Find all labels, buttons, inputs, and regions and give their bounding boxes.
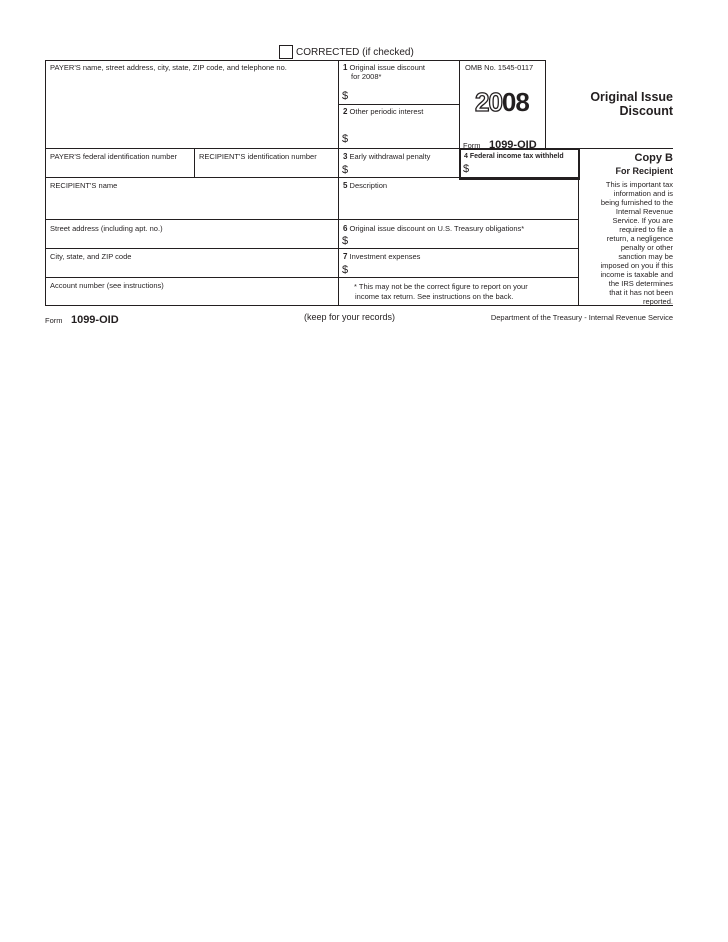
copy-sub: For Recipient [615,166,673,176]
box7-amount-field[interactable] [352,263,576,276]
tax-year-bold: 08 [501,87,529,117]
account-label: Account number (see instructions) [50,281,164,290]
tax-year [475,88,529,116]
box7-number: 7 [343,252,348,261]
box4-dollar: $ [463,163,470,175]
recipient-notice-line: sanction may be [618,252,673,261]
box6-number: 6 [343,224,348,233]
box5-label-text: Description [349,181,388,190]
box1-number: 1 [343,63,348,72]
department-line: Department of the Treasury - Internal Revenue Service [490,313,673,322]
divider-payer-recipient [194,148,195,177]
form-title-line1: Original Issue [590,90,673,104]
line-box6-top [338,219,578,220]
city-field[interactable] [47,262,336,276]
box3-label [343,152,430,161]
recipient-notice-line: Internal Revenue [615,207,673,216]
city-label: City, state, and ZIP code [50,252,132,261]
box1-dollar: $ [342,90,349,102]
box6-dollar: $ [342,235,349,247]
recipient-notice-line: Service. If you are [612,216,673,225]
copy-label: Copy B [634,152,673,164]
line-street-top [45,219,338,220]
form-title-line2: Discount [619,104,673,118]
recipient-id-label: RECIPIENT'S identification number [199,152,317,161]
box7-label-text: Investment expenses [349,252,421,261]
box6-amount-field[interactable] [352,234,576,247]
box5-label [343,181,387,190]
omb-number: OMB No. 1545-0117 [465,63,534,72]
box6-label [343,224,524,233]
recipient-notice-line: penalty or other [620,243,673,252]
form-bottom-border [45,305,673,306]
box3-label-text: Early withdrawal penalty [349,152,431,161]
form-title [560,90,673,118]
box4-amount-field[interactable] [473,162,573,175]
payer-name-label: PAYER'S name, street address, city, state, ZIP code, and telephone no. [50,63,287,72]
box7-dollar: $ [342,264,349,276]
recipient-notice-line: return, a negligence [606,234,673,243]
recipient-notice-line: that it has not been [609,288,673,297]
divider-omb-right [545,60,546,148]
street-field[interactable] [47,234,336,247]
corrected-label: CORRECTED (if checked) [296,47,414,58]
box3-number: 3 [343,152,348,161]
box2-label-text: Other periodic interest [349,107,424,116]
box2-amount-field[interactable] [352,131,456,146]
recipient-notice-line: This is important tax [605,180,673,189]
box3-amount-field[interactable] [352,163,456,176]
recipient-notice [582,180,673,306]
box1-label-line2: for 2008* [351,72,382,81]
box4-label-text: Federal income tax withheld [469,153,564,160]
box1-amount-field[interactable] [352,88,456,102]
line-city-top [45,248,578,249]
footer-form-line [45,310,119,328]
line-account-top [45,277,578,278]
box1-label-line1: Original issue discount [349,63,426,72]
footer-form-word: Form [45,316,63,325]
payer-name-field[interactable] [47,74,336,146]
box4-number: 4 [464,153,468,160]
recipient-notice-line: information and is [613,189,673,198]
recipient-notice-line: the IRS determines [608,279,673,288]
recipient-notice-line: reported. [642,297,673,306]
form-left-border [45,60,46,305]
box2-label [343,107,423,116]
box3-dollar: $ [342,164,349,176]
omb-form-line [463,135,537,153]
box2-dollar: $ [342,133,349,145]
account-field[interactable] [47,291,336,304]
omb-form-word: Form [463,141,481,150]
recipient-name-label: RECIPIENT'S name [50,181,118,190]
box4-label [464,152,564,161]
box2-number: 2 [343,107,348,116]
recipient-notice-line: required to file a [619,225,673,234]
recipient-id-field[interactable] [196,162,336,176]
keep-records-note: (keep for your records) [304,312,396,322]
footer-form-number: 1099-OID [70,314,119,326]
divider-center [338,60,339,305]
recipient-notice-line: being furnished to the [600,198,673,207]
recipient-notice-line: imposed on you if this [600,261,673,270]
recipient-notice-line: income is taxable and [600,270,673,279]
box7-label [343,252,420,261]
box1-label [343,63,425,72]
payer-id-label: PAYER'S federal identification number [50,152,178,161]
omb-form-number: 1099-OID [488,139,537,151]
footnote-line2: income tax return. See instructions on the back. [355,292,514,301]
recipient-name-field[interactable] [47,192,336,218]
street-label: Street address (including apt. no.) [50,224,163,233]
payer-id-field[interactable] [47,162,192,176]
line-box1-bottom [338,104,459,105]
box6-label-text: Original issue discount on U.S. Treasury obligations* [349,224,525,233]
form-top-border [45,60,545,61]
box5-description-field[interactable] [340,192,576,218]
footnote-line1: * This may not be the correct figure to report on your [354,282,528,291]
tax-year-outline: 20 [475,87,502,117]
box5-number: 5 [343,181,348,190]
corrected-checkbox[interactable] [279,45,293,59]
